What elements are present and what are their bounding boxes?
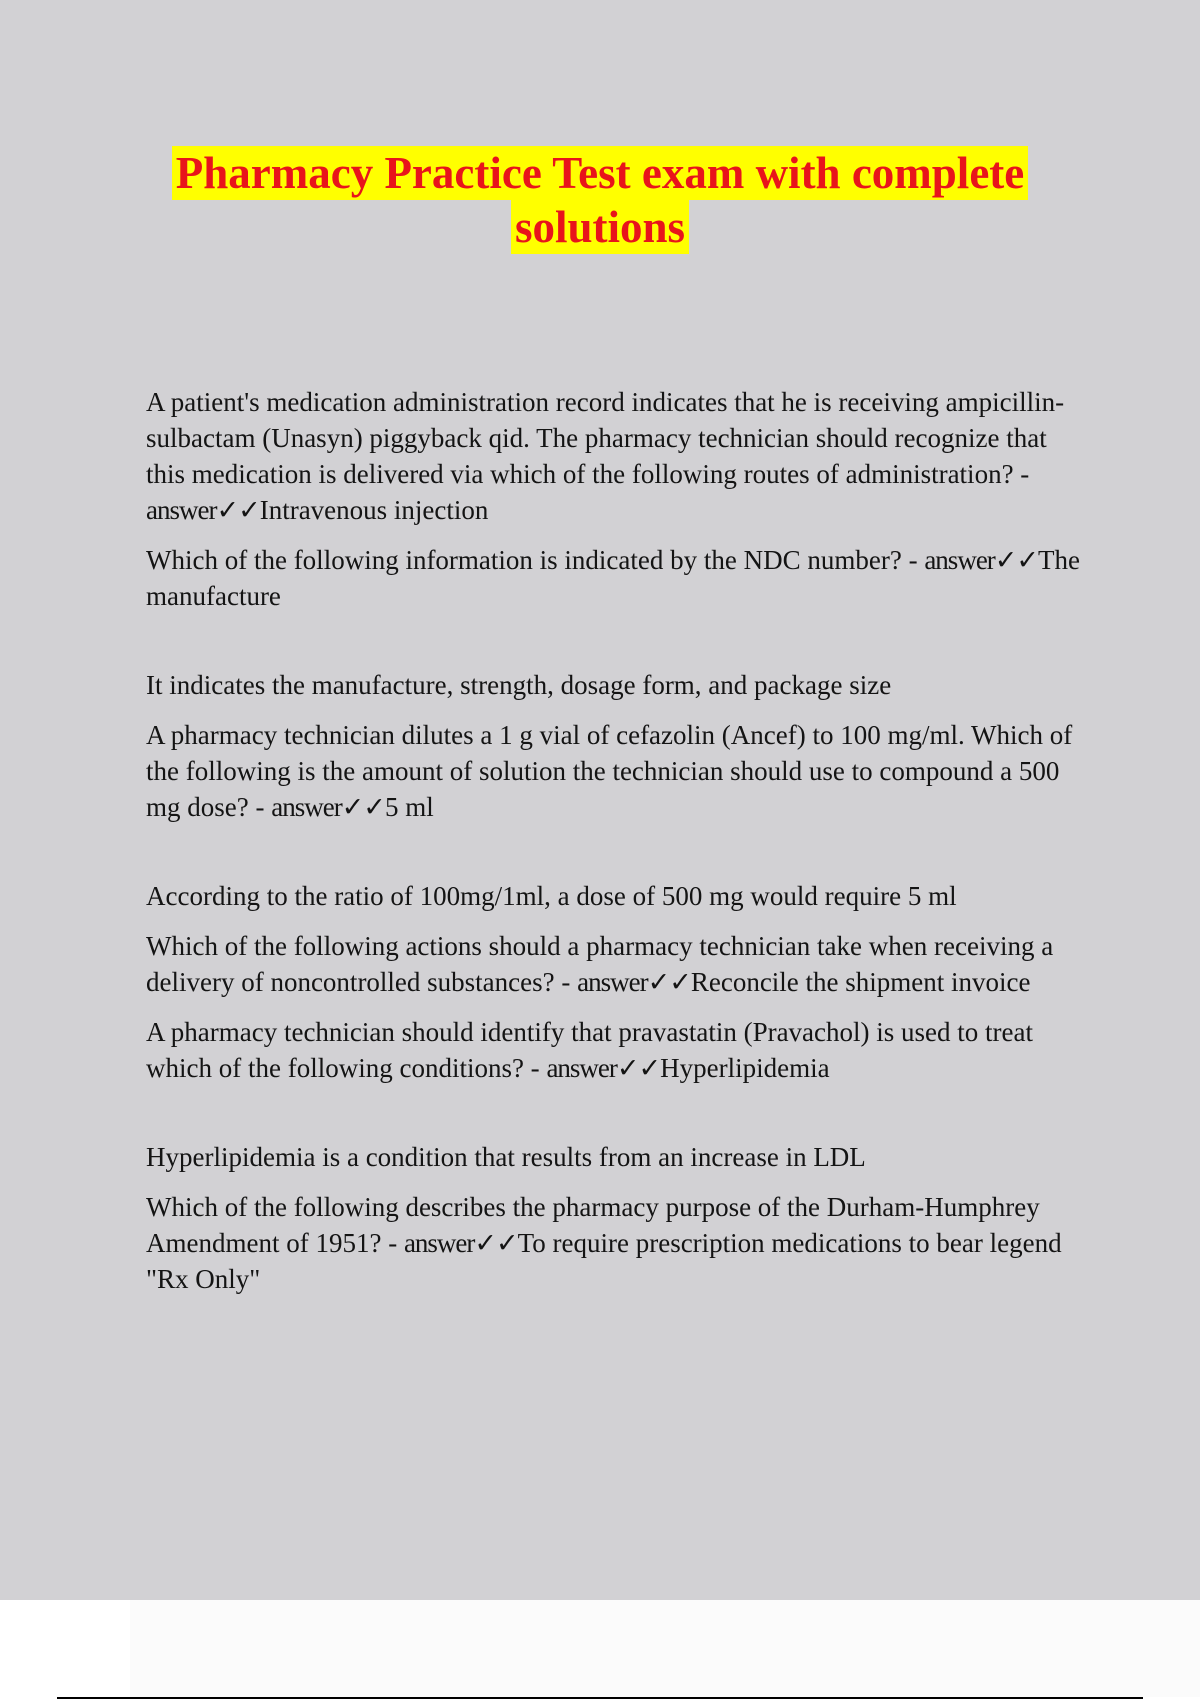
answer-text: Reconcile the shipment invoice bbox=[690, 967, 1031, 997]
page-title bbox=[0, 146, 1200, 254]
answer-marker: answer✓✓ bbox=[146, 495, 260, 525]
answer-text: To require prescription medications to bear legend "Rx Only" bbox=[146, 1228, 1062, 1294]
answer-text: 5 ml bbox=[384, 792, 434, 822]
answer-marker: answer✓✓ bbox=[271, 792, 385, 822]
answer-marker: answer✓✓ bbox=[403, 1228, 518, 1258]
qa-paragraph-6 bbox=[146, 1189, 1086, 1297]
question-text: Which of the following describes the pharmacy purpose of the Durham-Humphrey Amendment of 1951? - bbox=[146, 1192, 1040, 1258]
question-text: Which of the following information is indicated by the NDC number? - bbox=[146, 545, 925, 575]
answer-text: The manufacture bbox=[146, 545, 1081, 611]
question-text: Which of the following actions should a pharmacy technician take when receiving a delivery of noncontrolled substances? - bbox=[146, 931, 1054, 997]
title-line-1: Pharmacy Practice Test exam with complete bbox=[172, 146, 1029, 200]
question-text: A pharmacy technician should identify that pravastatin (Pravachol) is used to treat which of the following conditions? - bbox=[146, 1017, 1033, 1083]
qa-content bbox=[146, 384, 1086, 1311]
qa-paragraph-5 bbox=[146, 1014, 1086, 1086]
answer-marker: answer✓✓ bbox=[924, 545, 1039, 575]
answer-text: Hyperlipidemia bbox=[660, 1053, 830, 1083]
qa-paragraph-1 bbox=[146, 384, 1086, 528]
qa-paragraph-2 bbox=[146, 542, 1086, 614]
qa-paragraph-3 bbox=[146, 717, 1086, 825]
title-line-2: solutions bbox=[511, 200, 689, 254]
answer-text: Intravenous injection bbox=[259, 495, 489, 525]
explanation-paragraph-1: It indicates the manufacture, strength, dosage form, and package size bbox=[146, 670, 892, 700]
qa-paragraph-4 bbox=[146, 928, 1086, 1000]
question-text: A pharmacy technician dilutes a 1 g vial of cefazolin (Ancef) to 100 mg/ml. Which of the following is the amount of solution the technician should use to compound a 500 mg dose? - bbox=[146, 720, 1073, 822]
explanation-paragraph-3: Hyperlipidemia is a condition that results from an increase in LDL bbox=[146, 1142, 866, 1172]
question-text: A patient's medication administration record indicates that he is receiving ampicillin-sulbactam (Unasyn) piggyback qid. The pharmacy technician should recognize that this medication is delivered via which of the following routes of administration? - bbox=[146, 387, 1065, 489]
explanation-paragraph-2: According to the ratio of 100mg/1ml, a dose of 500 mg would require 5 ml bbox=[146, 881, 957, 911]
next-page-strip bbox=[130, 1600, 1200, 1697]
page-divider-line bbox=[57, 1697, 1143, 1699]
answer-marker: answer✓✓ bbox=[546, 1053, 661, 1083]
answer-marker: answer✓✓ bbox=[577, 967, 691, 997]
